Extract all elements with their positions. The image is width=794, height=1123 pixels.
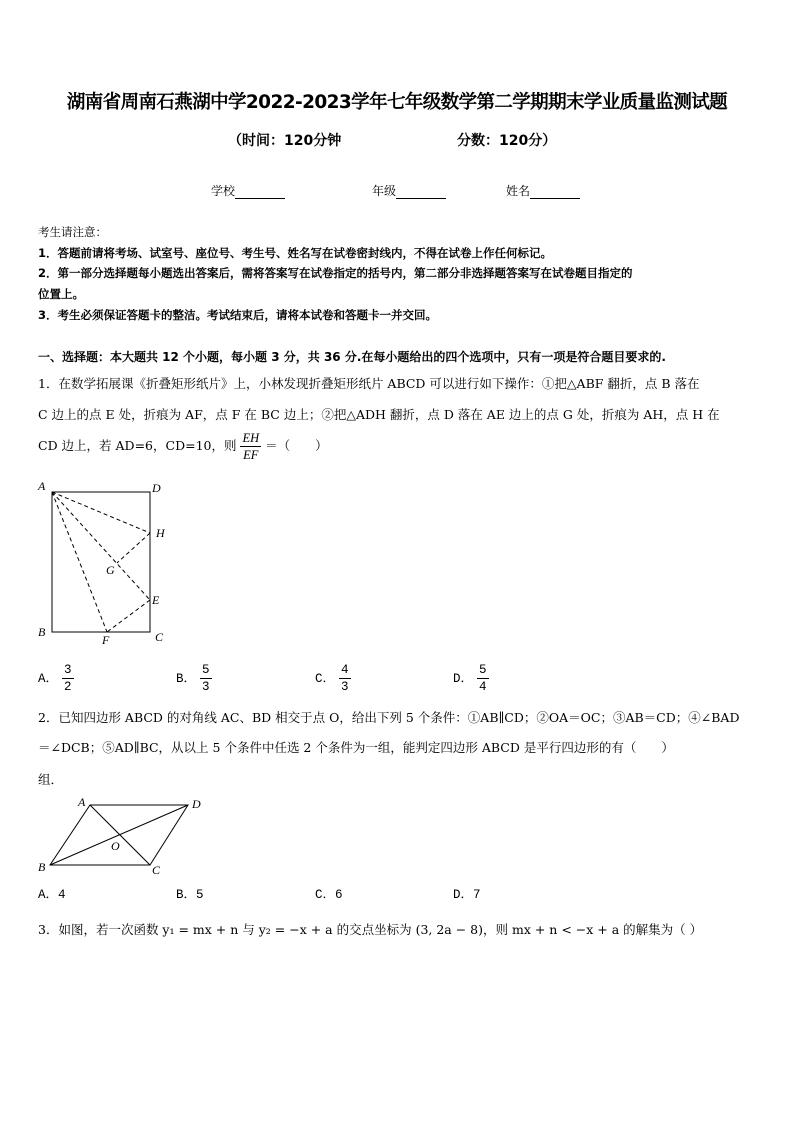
notice-item-2-cont: 位置上。 [38, 287, 84, 301]
q1-option-c[interactable]: C． $\frac{4}{3}$ [315, 663, 349, 694]
name-label: 姓名 [506, 184, 531, 198]
notice-item-1: 1．答题前请将考场、试室号、座位号、考生号、姓名写在试卷密封线内，不得在试卷上作任何标记。 [38, 246, 552, 260]
q1-line-3-text: CD 边上，若 AD=6，CD=10，则 [38, 438, 237, 453]
label-C: C [152, 863, 161, 877]
q1-option-a[interactable]: A． $\frac{3}{2}$ [38, 663, 72, 694]
grade-label: 年级 [372, 184, 397, 198]
q2-line-1: 2．已知四边形 ABCD 的对角线 AC、BD 相交于点 O，给出下列 5 个条件：①AB∥CD；②OA＝OC；③AB＝CD；④∠BAD [38, 710, 740, 725]
label-H: H [156, 526, 165, 540]
label-B: B [38, 860, 46, 874]
label-B: B [38, 625, 46, 639]
school-label: 学校 [211, 184, 236, 198]
exam-score: 分数：120分） [457, 133, 557, 149]
q3-text: 3．如图，若一次函数 y₁ = mx + n 与 y₂ = −x + a 的交点坐标为 (3, 2a − 8)，则 mx + n < −x + a 的解集为（ ） [38, 922, 703, 937]
q1-option-b[interactable]: B． $\frac{5}{3}$ [176, 663, 210, 694]
label-O: O [111, 839, 120, 853]
q1-line-1: 1．在数学拓展课《折叠矩形纸片》上，小林发现折叠矩形纸片 ABCD 可以进行如下操作：①把△ABF 翻折，点 B 落在 [38, 376, 700, 391]
notice-heading: 考生请注意： [38, 225, 107, 239]
q2-line-3: 组． [38, 772, 64, 787]
label-D: D [192, 797, 201, 811]
label-A: A [78, 795, 86, 809]
label-E: E [152, 593, 160, 607]
notice-item-3: 3．考生必须保证答题卡的整洁。考试结束后，请将本试卷和答题卡一并交回。 [38, 308, 437, 322]
q2-option-a[interactable]: A．4 [38, 888, 66, 902]
q1-fraction: $\frac{EH}{EF}$ [242, 431, 260, 462]
label-A: A [38, 479, 46, 493]
q2-line-2: ＝∠DCB；⑤AD∥BC，从以上 5 个条件中任选 2 个条件为一组，能判定四边形 ABCD 是平行四边形的有（ ） [38, 740, 674, 755]
q1-option-d[interactable]: D． $\frac{5}{4}$ [453, 663, 487, 694]
label-C: C [155, 630, 164, 644]
section-heading: 一、选择题：本大题共 12 个小题，每小题 3 分，共 36 分.在每小题给出的四个选项中，只有一项是符合题目要求的. [38, 350, 666, 364]
label-D: D [152, 481, 161, 495]
q1-answer-blank: ＝（ ） [265, 438, 328, 453]
exam-title: 湖南省周南石燕湖中学2022-2023学年七年级数学第二学期期末学业质量监测试题 [66, 92, 728, 113]
notice-item-2: 2．第一部分选择题每小题选出答案后，需将答案写在试卷指定的括号内，第二部分非选择题答案写在试卷题目指定的 [38, 266, 633, 280]
label-F: F [102, 633, 110, 647]
q2-option-c[interactable]: C．6 [315, 888, 343, 902]
q1-line-2: C 边上的点 E 处，折痕为 AF，点 F 在 BC 边上；②把△ADH 翻折，点 D 落在 AE 边上的点 G 处，折痕为 AH，点 H 在 [38, 407, 720, 422]
q2-option-b[interactable]: B．5 [176, 888, 204, 902]
exam-time: （时间：120分钟 [228, 133, 342, 149]
label-G: G [106, 563, 115, 577]
q2-option-d[interactable]: D．7 [453, 888, 481, 902]
